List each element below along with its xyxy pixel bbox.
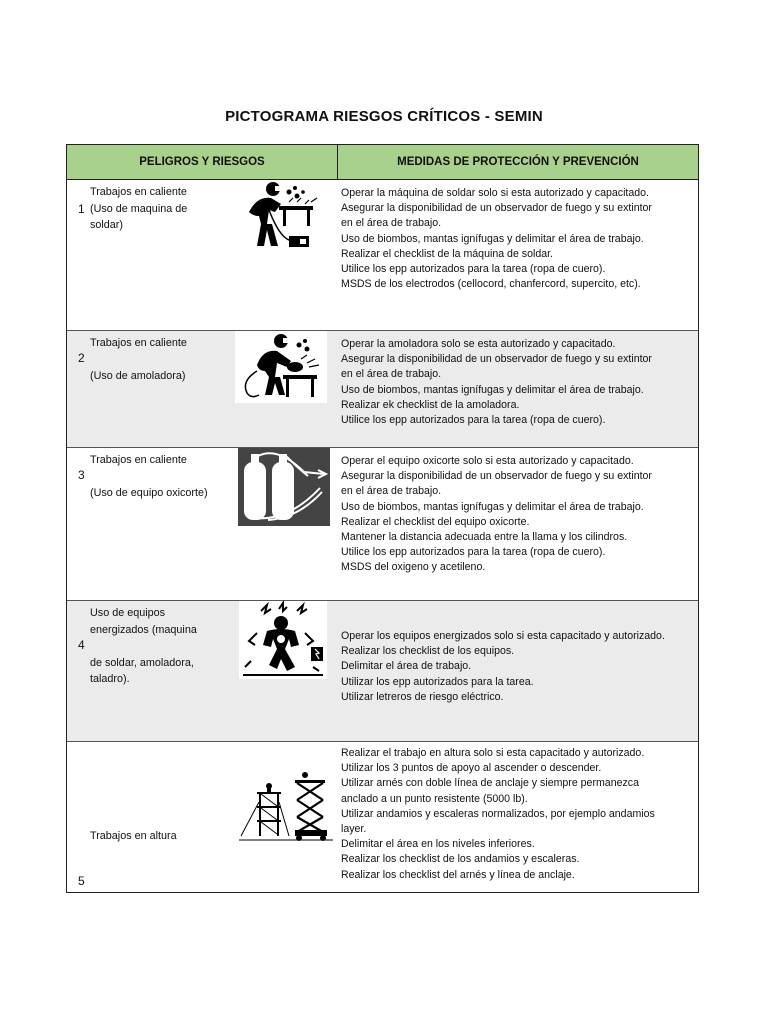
- table-row: [67, 331, 698, 448]
- table-row: [67, 601, 698, 742]
- table-row: [67, 448, 698, 601]
- hazard-text: Uso de equipos energizados (maquina de soldar, amoladora, taladro).: [90, 607, 197, 685]
- measures-cell: Realizar el trabajo en altura solo si esta capacitado y autorizado. Utilizar los 3 puntos de apoyo al ascender o descender. Utilizar arnés con doble línea de anclaje y siempre permanezca anclado a un punto resistente (5000 lb). Utilizar andamios y escaleras normalizados, por ejemplo andamios layer. Delimitar el área en los niveles inferiores. Realizar los checklist de los andamios y escaleras. Realizar los checklist del arnés y línea de anclaje.: [341, 747, 655, 881]
- row-number: 1: [78, 202, 85, 216]
- hazard-cell: [67, 601, 337, 741]
- hazard-text: Trabajos en caliente (Uso de amoladora): [90, 337, 187, 382]
- welder-machine-icon: [239, 180, 323, 252]
- hazard-cell: [67, 331, 337, 447]
- page-title: PICTOGRAMA RIESGOS CRÍTICOS - SEMIN: [225, 108, 543, 125]
- row-number: 4: [78, 638, 85, 652]
- electric-shock-icon: [239, 601, 327, 679]
- hazard-cell: [67, 180, 337, 330]
- header-hazards: PELIGROS Y RIESGOS: [67, 145, 338, 179]
- header-measures: MEDIDAS DE PROTECCIÓN Y PREVENCIÓN: [397, 156, 639, 168]
- gas-cylinders-torch-icon: [238, 448, 330, 526]
- measures-cell: Operar el equipo oxicorte solo si esta autorizado y capacitado. Asegurar la disponibilidad de un observador de fuego y su extintor en el área de trabajo. Uso de biombos, mantas ignífugas y delimitar el área de trabajo. Realizar el checklist del equipo oxicorte. Mantener la distancia adecuada entre la llama y los cilindros. Utilice los epp autorizados para la tarea (ropa de cuero). MSDS del oxigeno y acetileno.: [341, 455, 652, 574]
- row-number: 2: [78, 351, 85, 365]
- row-number: 3: [78, 468, 85, 482]
- table-header: [67, 145, 698, 180]
- hazard-cell: [67, 742, 337, 892]
- table-row: [67, 742, 698, 892]
- scaffold-lift-icon: [239, 772, 333, 842]
- row-number: 5: [78, 874, 85, 888]
- risk-table: [66, 144, 699, 893]
- grinder-worker-icon: [235, 331, 327, 403]
- hazard-cell: [67, 448, 337, 600]
- measures-cell: Operar los equipos energizados solo si esta capacitado y autorizado. Realizar los checklist de los equipos. Delimitar el área de trabajo. Utilizar los epp autorizados para la tarea. Utilizar letreros de riesgo eléctrico.: [341, 630, 665, 703]
- table-row: [67, 180, 698, 331]
- hazard-text: Trabajos en altura: [90, 830, 177, 842]
- hazard-text: Trabajos en caliente (Uso de maquina de soldar): [90, 186, 188, 231]
- hazard-text: Trabajos en caliente (Uso de equipo oxicorte): [90, 454, 208, 499]
- measures-cell: Operar la máquina de soldar solo si esta autorizado y capacitado. Asegurar la disponibilidad de un observador de fuego y su extintor en el área de trabajo. Uso de biombos, mantas ignífugas y delimitar el área de trabajo. Realizar el checklist de la máquina de soldar. Utilice los epp autorizados para la tarea (ropa de cuero). MSDS de los electrodos (cellocord, chanfercord, supercito, etc).: [341, 187, 652, 291]
- measures-cell: Operar la amoladora solo se esta autorizado y capacitado. Asegurar la disponibilidad de un observador de fuego y su extintor en el área de trabajo. Uso de biombos, mantas ignífugas y delimitar el área de trabajo. Realizar ek checklist de la amoladora. Utilice los epp autorizados para la tarea (ropa de cuero).: [341, 338, 652, 427]
